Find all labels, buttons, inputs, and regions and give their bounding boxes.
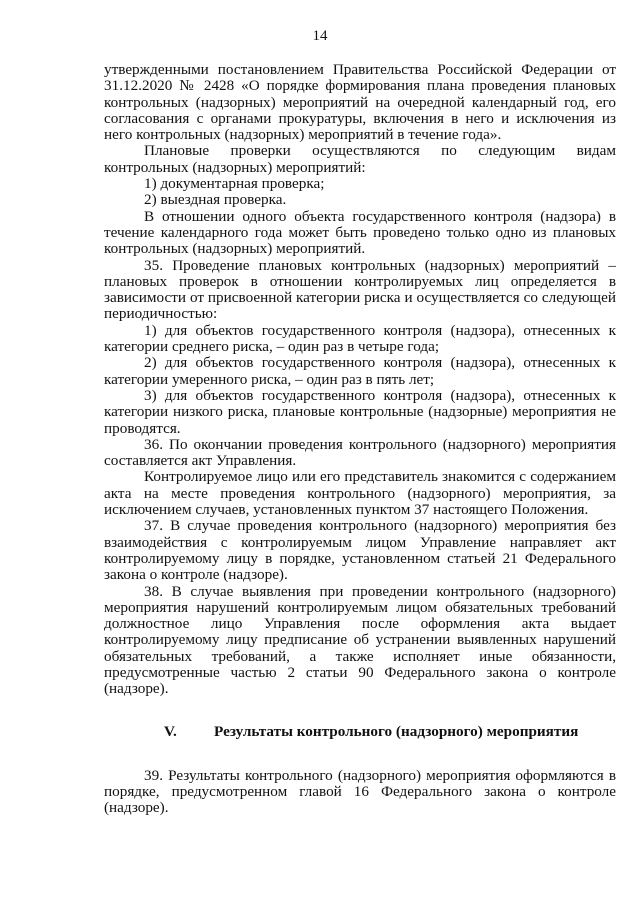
paragraph: 39. Результаты контрольного (надзорного) мероприятия оформляются в порядке, предусмотренном главой 16 Федерального закона о контроле (надзоре).	[104, 766, 616, 817]
paragraph: Плановые проверки осуществляются по следующим видам контрольных (надзорных) мероприятий:	[104, 142, 616, 176]
document-body	[104, 62, 616, 817]
paragraph: утвержденными постановлением Правительства Российской Федерации от 31.12.2020 № 2428 «О порядке формирования плана проведения плановых контрольных (надзорных) мероприятий на очередной календарный год, его согласования с органами прокуратуры, включения в него и исключения из него контрольных (надзорных) мероприятий в течение года».	[104, 61, 616, 144]
paragraph: Контролируемое лицо или его представитель знакомится с содержанием акта на месте проведения контрольного (надзорного) мероприятия, за исключением случаев, установленных пунктом 37 настоящего Положения.	[104, 468, 616, 519]
paragraph: 36. По окончании проведения контрольного (надзорного) мероприятия составляется акт Управления.	[104, 435, 616, 470]
paragraph: 35. Проведение плановых контрольных (надзорных) мероприятий – плановых проверок в отношении контролируемых лиц определяется в зависимости от присвоенной категории риска и осуществляется со следующей периодичностью:	[104, 256, 616, 323]
paragraphs-before-section	[104, 62, 616, 698]
paragraph: 1) документарная проверка;	[144, 175, 325, 193]
paragraph: 38. В случае выявления при проведении контрольного (надзорного) мероприятия нарушений контролируемым лицом обязательных требований должностное лицо Управления после оформления акта выдает контролируемому лицу предписание об устранении выявленных нарушений обязательных требований, а также исполняет иные обязанности, предусмотренные частью 2 статьи 90 Федерального закона о контроле (надзоре).	[104, 582, 616, 698]
paragraph: 1) для объектов государственного контроля (надзора), отнесенных к категории среднего риска, – один раз в четыре года;	[104, 321, 616, 356]
paragraph: 2) для объектов государственного контроля (надзора), отнесенных к категории умеренного риска, – один раз в пять лет;	[104, 354, 616, 388]
paragraph: 37. В случае проведения контрольного (надзорного) мероприятия без взаимодействия с контролируемым лицом Управление направляет акт контролируемому лицу в порядке, установленном статьей 21 Федерального закона о контроле (надзоре).	[104, 517, 616, 584]
paragraphs-after-section	[104, 768, 616, 817]
paragraph: 2) выездная проверка.	[144, 191, 287, 209]
page-number: 14	[312, 28, 328, 44]
section-heading	[104, 724, 616, 740]
paragraph: 3) для объектов государственного контроля (надзора), отнесенных к категории низкого риска, плановые контрольные (надзорные) мероприятия не проводятся.	[104, 386, 616, 437]
section-number: V.	[164, 722, 177, 740]
paragraph: В отношении одного объекта государственного контроля (надзора) в течение календарного года может быть проведено только одно из плановых контрольных (надзорных) мероприятий.	[104, 207, 616, 258]
section-title: Результаты контрольного (надзорного) мероприятия	[214, 722, 579, 740]
